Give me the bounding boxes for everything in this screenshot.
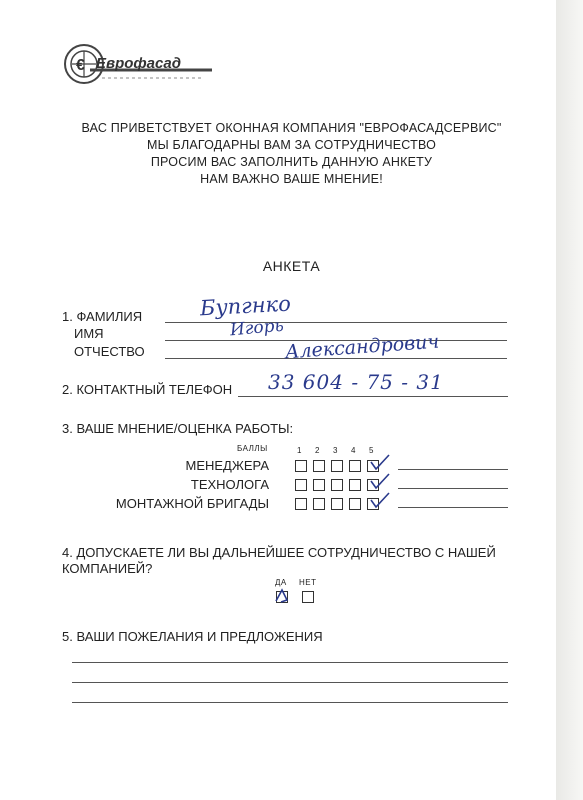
form-title: АНКЕТА [262, 258, 321, 274]
rating-checkbox[interactable] [313, 498, 325, 510]
scale-number: 1 [297, 446, 302, 455]
svg-text:€: € [76, 57, 85, 74]
greeting-line: ВАС ПРИВЕТСТВУЕТ ОКОННАЯ КОМПАНИЯ "ЕВРОФАСАДСЕРВИС" [81, 121, 502, 135]
rating-checkbox[interactable] [331, 498, 343, 510]
suggestion-line [72, 702, 508, 703]
rating-checkbox[interactable] [295, 479, 307, 491]
surname-line [165, 322, 507, 323]
patronymic-label: ОТЧЕСТВО [74, 344, 145, 359]
cooperation-question: 4. ДОПУСКАЕТЕ ЛИ ВЫ ДАЛЬНЕЙШЕЕ СОТРУДНИЧЕСТВО С НАШЕЙ [62, 545, 496, 560]
rating-checkbox[interactable] [331, 460, 343, 472]
scale-number: 3 [333, 446, 338, 455]
suggestion-line [72, 662, 508, 663]
scale-label: БАЛЛЫ [237, 444, 268, 453]
greeting-line: НАМ ВАЖНО ВАШЕ МНЕНИЕ! [200, 172, 383, 186]
name-field[interactable]: Игорь [229, 315, 285, 341]
scale-number: 5 [369, 446, 374, 455]
rating-label: 3. ВАШЕ МНЕНИЕ/ОЦЕНКА РАБОТЫ: [62, 421, 294, 436]
rating-row-label: МОНТАЖНОЙ БРИГАДЫ [115, 496, 269, 511]
greeting-line: МЫ БЛАГОДАРНЫ ВАМ ЗА СОТРУДНИЧЕСТВО [146, 138, 436, 152]
comment-line [398, 488, 508, 489]
company-logo [62, 40, 222, 90]
rating-checkbox[interactable] [295, 498, 307, 510]
rating-checkbox[interactable] [313, 479, 325, 491]
surname-label: 1. ФАМИЛИЯ [62, 309, 143, 324]
cooperation-question-cont: КОМПАНИЕЙ? [62, 561, 153, 576]
rating-checkbox[interactable] [349, 479, 361, 491]
yes-check-mark [272, 586, 294, 606]
rating-row-label: МЕНЕДЖЕРА [185, 458, 269, 473]
greeting-line: ПРОСИМ ВАС ЗАПОЛНИТЬ ДАННУЮ АНКЕТУ [150, 155, 433, 169]
phone-line [238, 396, 508, 397]
scale-number: 2 [315, 446, 320, 455]
name-label: ИМЯ [74, 326, 104, 341]
rating-checkbox[interactable] [349, 498, 361, 510]
comment-line [398, 469, 508, 470]
logo-text: Еврофасад [96, 55, 181, 72]
phone-label: 2. КОНТАКТНЫЙ ТЕЛЕФОН [62, 382, 233, 397]
rating-check-mark [369, 452, 391, 472]
scale-number: 4 [351, 446, 356, 455]
suggestions-label: 5. ВАШИ ПОЖЕЛАНИЯ И ПРЕДЛОЖЕНИЯ [62, 629, 323, 644]
greeting-block [0, 120, 583, 188]
rating-checkbox[interactable] [313, 460, 325, 472]
no-label: НЕТ [299, 578, 317, 587]
surname-field[interactable]: Бупгнко [199, 291, 292, 321]
no-checkbox[interactable] [302, 591, 314, 603]
rating-row-label: ТЕХНОЛОГА [190, 477, 269, 492]
rating-checkbox[interactable] [349, 460, 361, 472]
comment-line [398, 507, 508, 508]
yes-label: ДА [275, 578, 287, 587]
phone-field[interactable]: 33 604 - 75 - 31 [268, 370, 444, 394]
rating-checkbox[interactable] [295, 460, 307, 472]
rating-check-mark [369, 471, 391, 491]
patronymic-field[interactable]: Александрович [284, 330, 440, 364]
rating-check-mark [369, 490, 391, 510]
rating-checkbox[interactable] [331, 479, 343, 491]
suggestion-line [72, 682, 508, 683]
